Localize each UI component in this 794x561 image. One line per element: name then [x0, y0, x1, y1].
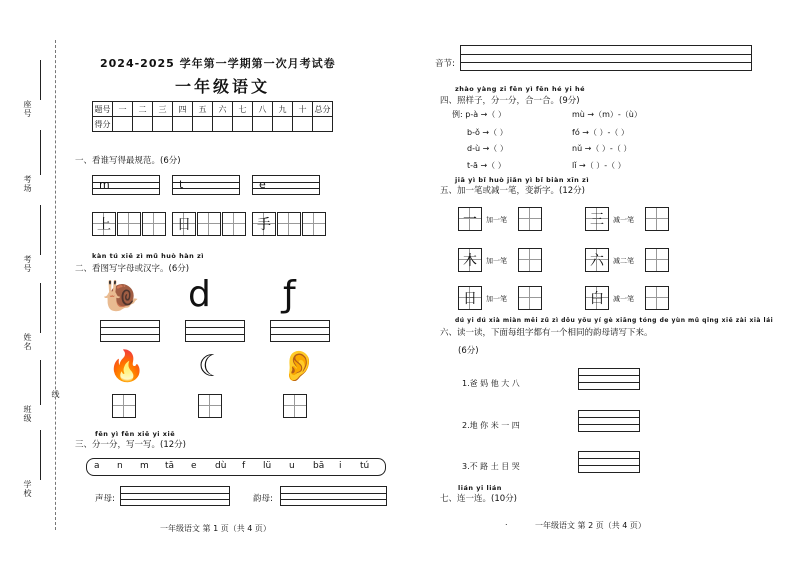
- writing-lines-t[interactable]: [172, 175, 240, 195]
- syllable: tā: [165, 461, 175, 471]
- writing-lines-m[interactable]: [92, 175, 160, 195]
- grid-box-liu: [585, 248, 609, 272]
- grid-box-ri: [458, 286, 482, 310]
- grid-box[interactable]: [112, 394, 136, 418]
- char-shang: 上: [97, 217, 111, 233]
- fire-icon: 🔥: [108, 349, 146, 384]
- score-input[interactable]: [213, 117, 233, 132]
- section-5-pinyin: jiā yì bǐ huò jiǎn yì bǐ biàn xīn zì: [455, 176, 590, 184]
- class-label: 班级: [23, 405, 32, 423]
- score-cell: 八: [253, 102, 273, 117]
- op-label: 加一笔: [486, 295, 507, 303]
- exam-title: 2024-2025 学年第一学期第一次月考试卷: [100, 57, 336, 70]
- final-answer-lines[interactable]: [578, 410, 640, 432]
- split-item[interactable]: fó →（ ）-（ ）: [572, 128, 629, 137]
- section-2-title: 二、看图写字母或汉字。(6分): [75, 264, 190, 274]
- letter-e: e: [259, 178, 266, 191]
- split-item[interactable]: nǔ →（ ）-（ ）: [572, 144, 632, 153]
- split-example: 例: p-à →（ ）: [452, 110, 506, 119]
- dot-mark: .: [505, 518, 508, 527]
- grid-box[interactable]: [518, 207, 542, 231]
- finals-label: 韵母:: [253, 494, 273, 504]
- op-label: 减一笔: [613, 216, 634, 224]
- exam-no-line: [40, 205, 41, 255]
- snail-icon: 🐌: [102, 279, 140, 314]
- syllable-answer-lines[interactable]: [460, 45, 752, 71]
- syllable: i: [339, 461, 342, 471]
- char-mu: 木: [463, 253, 477, 269]
- grid-box[interactable]: [645, 248, 669, 272]
- grid-box[interactable]: [645, 286, 669, 310]
- score-input[interactable]: [273, 117, 293, 132]
- grid-box[interactable]: [277, 212, 301, 236]
- answer-lines[interactable]: [270, 320, 330, 342]
- exam-no-label: 考号: [23, 255, 32, 273]
- syllable: f: [242, 461, 246, 471]
- grid-box-shang: [92, 212, 116, 236]
- score-cell: 二: [133, 102, 153, 117]
- score-value-row: [93, 117, 333, 132]
- school-label: 学校: [23, 480, 32, 498]
- syllable: bā: [313, 461, 325, 471]
- grid-box[interactable]: [302, 212, 326, 236]
- initials-label: 声母:: [95, 494, 115, 504]
- section-6-score: (6分): [458, 346, 479, 356]
- section-4-pinyin: zhào yàng zi fēn yì fēn hé yi hé: [455, 85, 586, 93]
- cut-line: [55, 40, 56, 530]
- syllable: tú: [360, 461, 370, 471]
- char-group: 1.爸 妈 他 大 八: [462, 379, 520, 388]
- section-7-title: 七、连一连。(10分): [440, 494, 517, 504]
- syllable-bank: [86, 458, 386, 476]
- combine-item[interactable]: t-ā →（ ）: [467, 161, 506, 170]
- subject-title: 一年级语文: [175, 77, 271, 96]
- name-label: 姓名: [23, 333, 32, 351]
- grid-box-mu: [458, 248, 482, 272]
- seat-label: 座号: [23, 100, 32, 118]
- score-input[interactable]: [293, 117, 313, 132]
- section-6-title: 六、读一读，下面每组字都有一个相同的韵母请写下来。: [440, 328, 653, 338]
- room-label: 考场: [23, 175, 32, 193]
- score-cell: 四: [173, 102, 193, 117]
- grid-box[interactable]: [518, 248, 542, 272]
- split-item[interactable]: lǐ →（ ）-（ ）: [572, 161, 626, 170]
- section-4-title: 四、照样子，分一分，合一合。(9分): [440, 96, 580, 106]
- char-ri: 日: [463, 291, 477, 307]
- grid-box[interactable]: [283, 394, 307, 418]
- score-cell: 得分: [93, 117, 113, 132]
- section-6-pinyin: dú yi dú xià miàn měi zǔ zì dōu yǒu yí gè xiāng tóng de yùn mǔ qǐng xiě zài xià lái: [455, 317, 774, 324]
- letter-d-shape-icon: ⅾ: [188, 274, 211, 315]
- grid-box-shou: [252, 212, 276, 236]
- op-label: 加一笔: [486, 257, 507, 265]
- grid-box-ri: [172, 212, 196, 236]
- ear-icon: 👂: [280, 349, 318, 384]
- syllable-label: 音节:: [435, 59, 455, 69]
- syllable: dù: [215, 461, 227, 471]
- section-3-pinyin: fēn yì fēn xiě yi xiě: [95, 430, 176, 438]
- syllable: m: [140, 461, 149, 471]
- seat-line: [40, 60, 41, 100]
- score-cell: 一: [113, 102, 133, 117]
- op-label: 减一笔: [613, 295, 634, 303]
- letter-t: t: [179, 178, 184, 191]
- school-line: [40, 430, 41, 480]
- combine-item[interactable]: d-ù →（ ）: [467, 144, 508, 153]
- split-example-right: mù →（m）-（ù）: [572, 110, 642, 119]
- cut-line-mark: 线: [51, 390, 60, 399]
- char-shou: 手: [257, 217, 271, 233]
- walking-stick-icon: ƒ: [283, 274, 296, 315]
- section-2-pinyin: kàn tú xiě zì mǔ huò hàn zì: [92, 252, 205, 260]
- syllable: u: [289, 461, 295, 471]
- section-3-title: 三、分一分，写一写。(12分): [75, 440, 186, 450]
- score-input[interactable]: [193, 117, 213, 132]
- op-label: 减二笔: [613, 257, 634, 265]
- score-cell: 五: [193, 102, 213, 117]
- name-line: [40, 283, 41, 333]
- moon-icon: ☾: [198, 349, 225, 384]
- syllable: e: [191, 461, 197, 471]
- grid-box-bai: [585, 286, 609, 310]
- grid-box-san: [585, 207, 609, 231]
- score-cell: 总分: [313, 102, 333, 117]
- score-input[interactable]: [113, 117, 133, 132]
- final-answer-lines[interactable]: [578, 368, 640, 390]
- initials-answer-lines[interactable]: [120, 486, 230, 506]
- syllable: n: [117, 461, 123, 471]
- char-group: 3.不 路 土 目 哭: [462, 462, 520, 471]
- grid-box[interactable]: [222, 212, 246, 236]
- answer-lines[interactable]: [185, 320, 245, 342]
- class-line: [40, 360, 41, 405]
- score-input[interactable]: [253, 117, 273, 132]
- char-bai: 白: [590, 291, 604, 307]
- char-yi: 一: [463, 212, 477, 228]
- section-5-title: 五、加一笔或减一笔，变新字。(12分): [440, 186, 585, 196]
- score-input[interactable]: [313, 117, 333, 132]
- score-input[interactable]: [233, 117, 253, 132]
- letter-m: m: [99, 178, 110, 191]
- score-cell: 六: [213, 102, 233, 117]
- char-liu: 六: [590, 253, 604, 269]
- char-san: 三: [590, 212, 604, 228]
- grid-box-yi: [458, 207, 482, 231]
- score-input[interactable]: [173, 117, 193, 132]
- page-2-footer: 一年级语文 第 2 页（共 4 页）: [535, 521, 646, 530]
- writing-lines-e[interactable]: [252, 175, 320, 195]
- char-ri: 日: [177, 217, 191, 233]
- score-cell: 七: [233, 102, 253, 117]
- char-group: 2.地 你 米 一 四: [462, 421, 520, 430]
- section-1-title: 一、看谁写得最规范。(6分): [75, 156, 181, 166]
- finals-answer-lines[interactable]: [280, 486, 387, 506]
- section-7-pinyin: lián yi lián: [458, 484, 502, 492]
- score-table: [92, 101, 333, 132]
- score-input[interactable]: [153, 117, 173, 132]
- combine-item[interactable]: b-ǒ →（ ）: [467, 128, 508, 137]
- page-1-footer: 一年级语文 第 1 页（共 4 页）: [160, 524, 271, 533]
- score-cell: 三: [153, 102, 173, 117]
- score-cell: 十: [293, 102, 313, 117]
- syllable: a: [94, 461, 100, 471]
- answer-lines[interactable]: [100, 320, 160, 342]
- grid-box[interactable]: [197, 212, 221, 236]
- grid-box[interactable]: [518, 286, 542, 310]
- grid-box[interactable]: [142, 212, 166, 236]
- score-cell: 题号: [93, 102, 113, 117]
- score-input[interactable]: [133, 117, 153, 132]
- grid-box[interactable]: [198, 394, 222, 418]
- grid-box[interactable]: [645, 207, 669, 231]
- score-header-row: [93, 102, 333, 117]
- room-line: [40, 130, 41, 175]
- op-label: 加一笔: [486, 216, 507, 224]
- final-answer-lines[interactable]: [578, 451, 640, 473]
- score-cell: 九: [273, 102, 293, 117]
- syllable: lü: [263, 461, 272, 471]
- binding-strip: [0, 0, 60, 561]
- grid-box[interactable]: [117, 212, 141, 236]
